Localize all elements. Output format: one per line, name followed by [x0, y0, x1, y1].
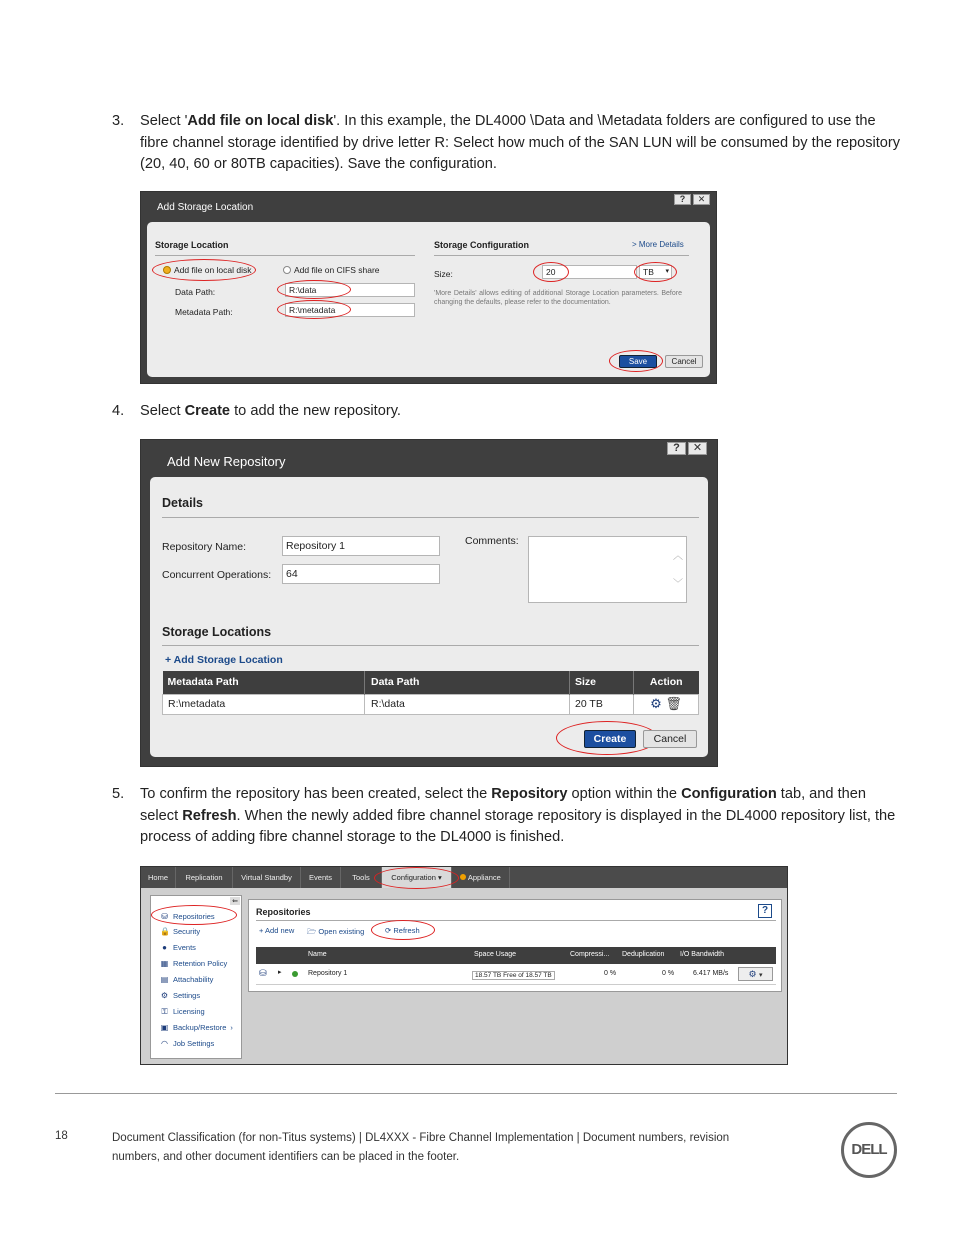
details-heading: Details: [162, 496, 203, 510]
panel-title: Repositories: [256, 907, 311, 917]
storage-locations-table: [162, 671, 699, 715]
step-4: [112, 401, 902, 423]
table-header: [163, 671, 699, 694]
sidebar-item-events[interactable]: ● Events: [160, 943, 196, 952]
footer-divider: [55, 1093, 897, 1094]
divider: [256, 920, 776, 921]
sidebar-item-job-settings[interactable]: ◠ Job Settings: [161, 1039, 215, 1048]
table-cell: R:\data: [365, 694, 570, 714]
column-header: Space Usage: [474, 951, 517, 958]
comments-textarea[interactable]: [528, 536, 687, 603]
open-existing-button[interactable]: 🗁 Open existing: [307, 927, 365, 936]
repositories-panel: [248, 899, 782, 992]
save-button[interactable]: Save: [619, 355, 657, 368]
step-text: Select Create to add the new repository.: [140, 403, 401, 419]
help-button[interactable]: ?: [758, 904, 772, 918]
comments-label: Comments:: [465, 535, 519, 547]
highlight-ring: [634, 262, 677, 282]
chevron-down-icon: ▾: [665, 268, 669, 275]
storage-configuration-heading: Storage Configuration: [434, 240, 529, 250]
tab-replication[interactable]: Replication: [176, 867, 233, 888]
chevron-down-icon: ▾: [437, 873, 442, 882]
step-number: 5.: [112, 786, 125, 802]
key-icon: ⚿: [161, 1007, 168, 1016]
dialog-title: Add New Repository: [167, 454, 286, 469]
column-header: Deduplication: [622, 951, 665, 958]
repository-name: Repository 1: [308, 970, 348, 977]
sidebar-item-licensing[interactable]: ⚿ Licensing: [161, 1007, 205, 1016]
divider: [162, 517, 699, 518]
database-icon: ▤: [160, 975, 169, 984]
storage-location-heading: Storage Location: [155, 240, 229, 250]
configuration-console: [140, 866, 788, 1065]
column-header: Action: [649, 676, 683, 689]
row-actions-button[interactable]: ⚙ ▾: [738, 967, 773, 981]
sidebar-item-attachability[interactable]: ▤ Attachability: [160, 975, 214, 984]
close-button[interactable]: ✕: [688, 442, 707, 455]
io-bandwidth-value: 6.417 MB/s: [693, 970, 729, 977]
action-cell: [634, 694, 699, 714]
step-number: 3.: [112, 113, 125, 129]
cancel-button[interactable]: Cancel: [665, 355, 703, 368]
space-usage: 18.57 TB Free of 18.57 TB: [472, 971, 555, 980]
tab-tools[interactable]: Tools: [341, 867, 382, 888]
sidebar-item-security[interactable]: 🔒 Security: [160, 927, 201, 936]
tab-virtual-standby[interactable]: Virtual Standby: [233, 867, 301, 888]
size-label: Size:: [434, 269, 453, 279]
dialog-title: Add Storage Location: [157, 202, 254, 213]
divider: [155, 255, 415, 256]
step-5: [112, 784, 902, 849]
highlight-ring: [152, 259, 256, 281]
repository-icon: ⛁: [259, 968, 267, 978]
column-header: Metadata Path: [163, 671, 365, 694]
repository-icon: ⛁: [161, 912, 168, 921]
size-input[interactable]: 20: [542, 265, 637, 279]
divider: [434, 255, 689, 256]
concurrent-operations-label: Concurrent Operations:: [162, 569, 272, 581]
metadata-path-label: Metadata Path:: [175, 307, 233, 317]
chevron-right-icon: ›: [230, 1023, 233, 1032]
more-details-note: 'More Details' allows editing of additional Storage Location parameters. Before changing the defaults, please refer to the documentation.: [434, 290, 682, 306]
tab-events[interactable]: Events: [301, 867, 341, 888]
refresh-icon: ⟳: [385, 926, 392, 935]
highlight-ring: [151, 905, 237, 925]
storage-locations-heading: Storage Locations: [162, 625, 272, 639]
scroll-up-icon[interactable]: ︿: [673, 551, 683, 562]
repository-name-label: Repository Name:: [162, 541, 247, 553]
add-new-repository-dialog: [140, 439, 718, 767]
compression-value: 0 %: [604, 970, 617, 977]
data-path-label: Data Path:: [175, 287, 216, 297]
column-header: I/O Bandwidth: [680, 951, 724, 958]
help-button[interactable]: ?: [667, 442, 686, 455]
tab-appliance[interactable]: Appliance: [452, 867, 510, 888]
scroll-down-icon[interactable]: ﹀: [673, 579, 683, 590]
backup-icon: ▣: [160, 1023, 169, 1032]
trash-icon[interactable]: 🗑: [665, 696, 682, 711]
table-cell: R:\metadata: [163, 694, 365, 714]
data-path-input[interactable]: R:\data: [285, 283, 415, 297]
tab-home[interactable]: Home: [141, 867, 176, 888]
status-ok-icon: [292, 971, 298, 977]
column-header: Size: [570, 671, 634, 694]
radio-local-disk[interactable]: Add file on local disk: [163, 265, 252, 275]
sidebar-item-backup-restore[interactable]: ▣ Backup/Restore ›: [160, 1023, 233, 1032]
dedup-value: 0 %: [662, 970, 675, 977]
gauge-icon: ◠: [161, 1039, 168, 1048]
dell-logo: DELL: [841, 1122, 897, 1178]
radio-cifs-share[interactable]: Add file on CIFS share: [283, 265, 380, 275]
divider: [162, 645, 699, 646]
lock-icon: 🔒: [160, 927, 170, 936]
create-button[interactable]: Create: [584, 730, 636, 748]
highlight-ring: [374, 867, 459, 889]
radio-empty-icon: [283, 266, 291, 274]
sidebar-item-repositories[interactable]: ⛁ Repositories: [161, 912, 215, 921]
unit-select[interactable]: TB ▾: [639, 265, 672, 279]
column-header: Data Path: [365, 671, 570, 694]
column-header: Compressi...: [570, 951, 610, 958]
add-new-button[interactable]: + Add new: [259, 926, 295, 935]
step-text: To confirm the repository has been created, select the Repository option within the Configuration tab, and then select Refresh. When the newly added fibre channel storage repository is displayed in the DL4000 repository list, the process of adding fibre channel storage to the DL4000 is finished.: [140, 786, 896, 845]
sidebar-item-settings[interactable]: ⚙ Settings: [160, 991, 201, 1000]
table-row: [163, 694, 699, 714]
refresh-button[interactable]: ⟳ Refresh: [385, 926, 420, 935]
more-details-link[interactable]: > More Details: [632, 240, 684, 249]
grid-icon: ▦: [160, 959, 169, 968]
collapse-sidebar-icon[interactable]: ⇐: [232, 898, 238, 905]
main-tab-bar: [141, 867, 787, 888]
tab-configuration[interactable]: Configuration ▾: [382, 867, 452, 888]
highlight-ring: [277, 280, 351, 299]
dialog-body: [147, 222, 710, 377]
table-row[interactable]: [256, 965, 776, 985]
table-cell: 20 TB: [570, 694, 634, 714]
column-header: Name: [308, 951, 327, 958]
concurrent-operations-input[interactable]: 64: [282, 564, 440, 584]
status-dot-icon: [460, 874, 466, 880]
step-3: [112, 111, 902, 176]
step-number: 4.: [112, 403, 125, 419]
sidebar-item-retention-policy[interactable]: ▦ Retention Policy: [160, 959, 228, 968]
add-storage-location-link[interactable]: + Add Storage Location: [165, 654, 283, 666]
dialog-controls: [674, 194, 710, 205]
highlight-ring: [371, 920, 435, 940]
step-text: Select 'Add file on local disk'. In this example, the DL4000 \Data and \Metadata folders are configured to use the fibre channel storage identified by drive letter R: Select how much of the SAN LUN will be consumed by the repository (20, 40, 60 or 80TB capacities). Save the configuration.: [140, 113, 901, 172]
dialog-body: [150, 477, 708, 757]
help-button[interactable]: ?: [674, 194, 691, 205]
gear-icon[interactable]: ⚙: [650, 696, 662, 711]
dialog-controls: [667, 442, 707, 455]
add-storage-location-dialog: [140, 191, 717, 384]
highlight-ring: [277, 300, 351, 319]
page-number: 18: [55, 1130, 68, 1142]
metadata-path-input[interactable]: R:\metadata: [285, 303, 415, 317]
expand-arrow-icon[interactable]: ▸: [278, 969, 282, 976]
chevron-down-icon: ▾: [759, 972, 763, 979]
cancel-button[interactable]: Cancel: [643, 730, 697, 748]
footer-text: Document Classification (for non-Titus systems) | DL4XXX - Fibre Channel Implementation | Document numbers, revision numbers, and other document identifiers can be placed in the footer.: [112, 1132, 730, 1163]
repositories-table-header: [256, 947, 776, 964]
highlight-ring: [609, 350, 663, 372]
close-button[interactable]: ✕: [693, 194, 710, 205]
highlight-ring: [533, 262, 569, 282]
folder-icon: 🗁: [307, 927, 317, 936]
repository-name-input[interactable]: Repository 1: [282, 536, 440, 556]
gear-icon: ⚙: [160, 991, 169, 1000]
chat-bubble-icon: ●: [162, 943, 167, 952]
